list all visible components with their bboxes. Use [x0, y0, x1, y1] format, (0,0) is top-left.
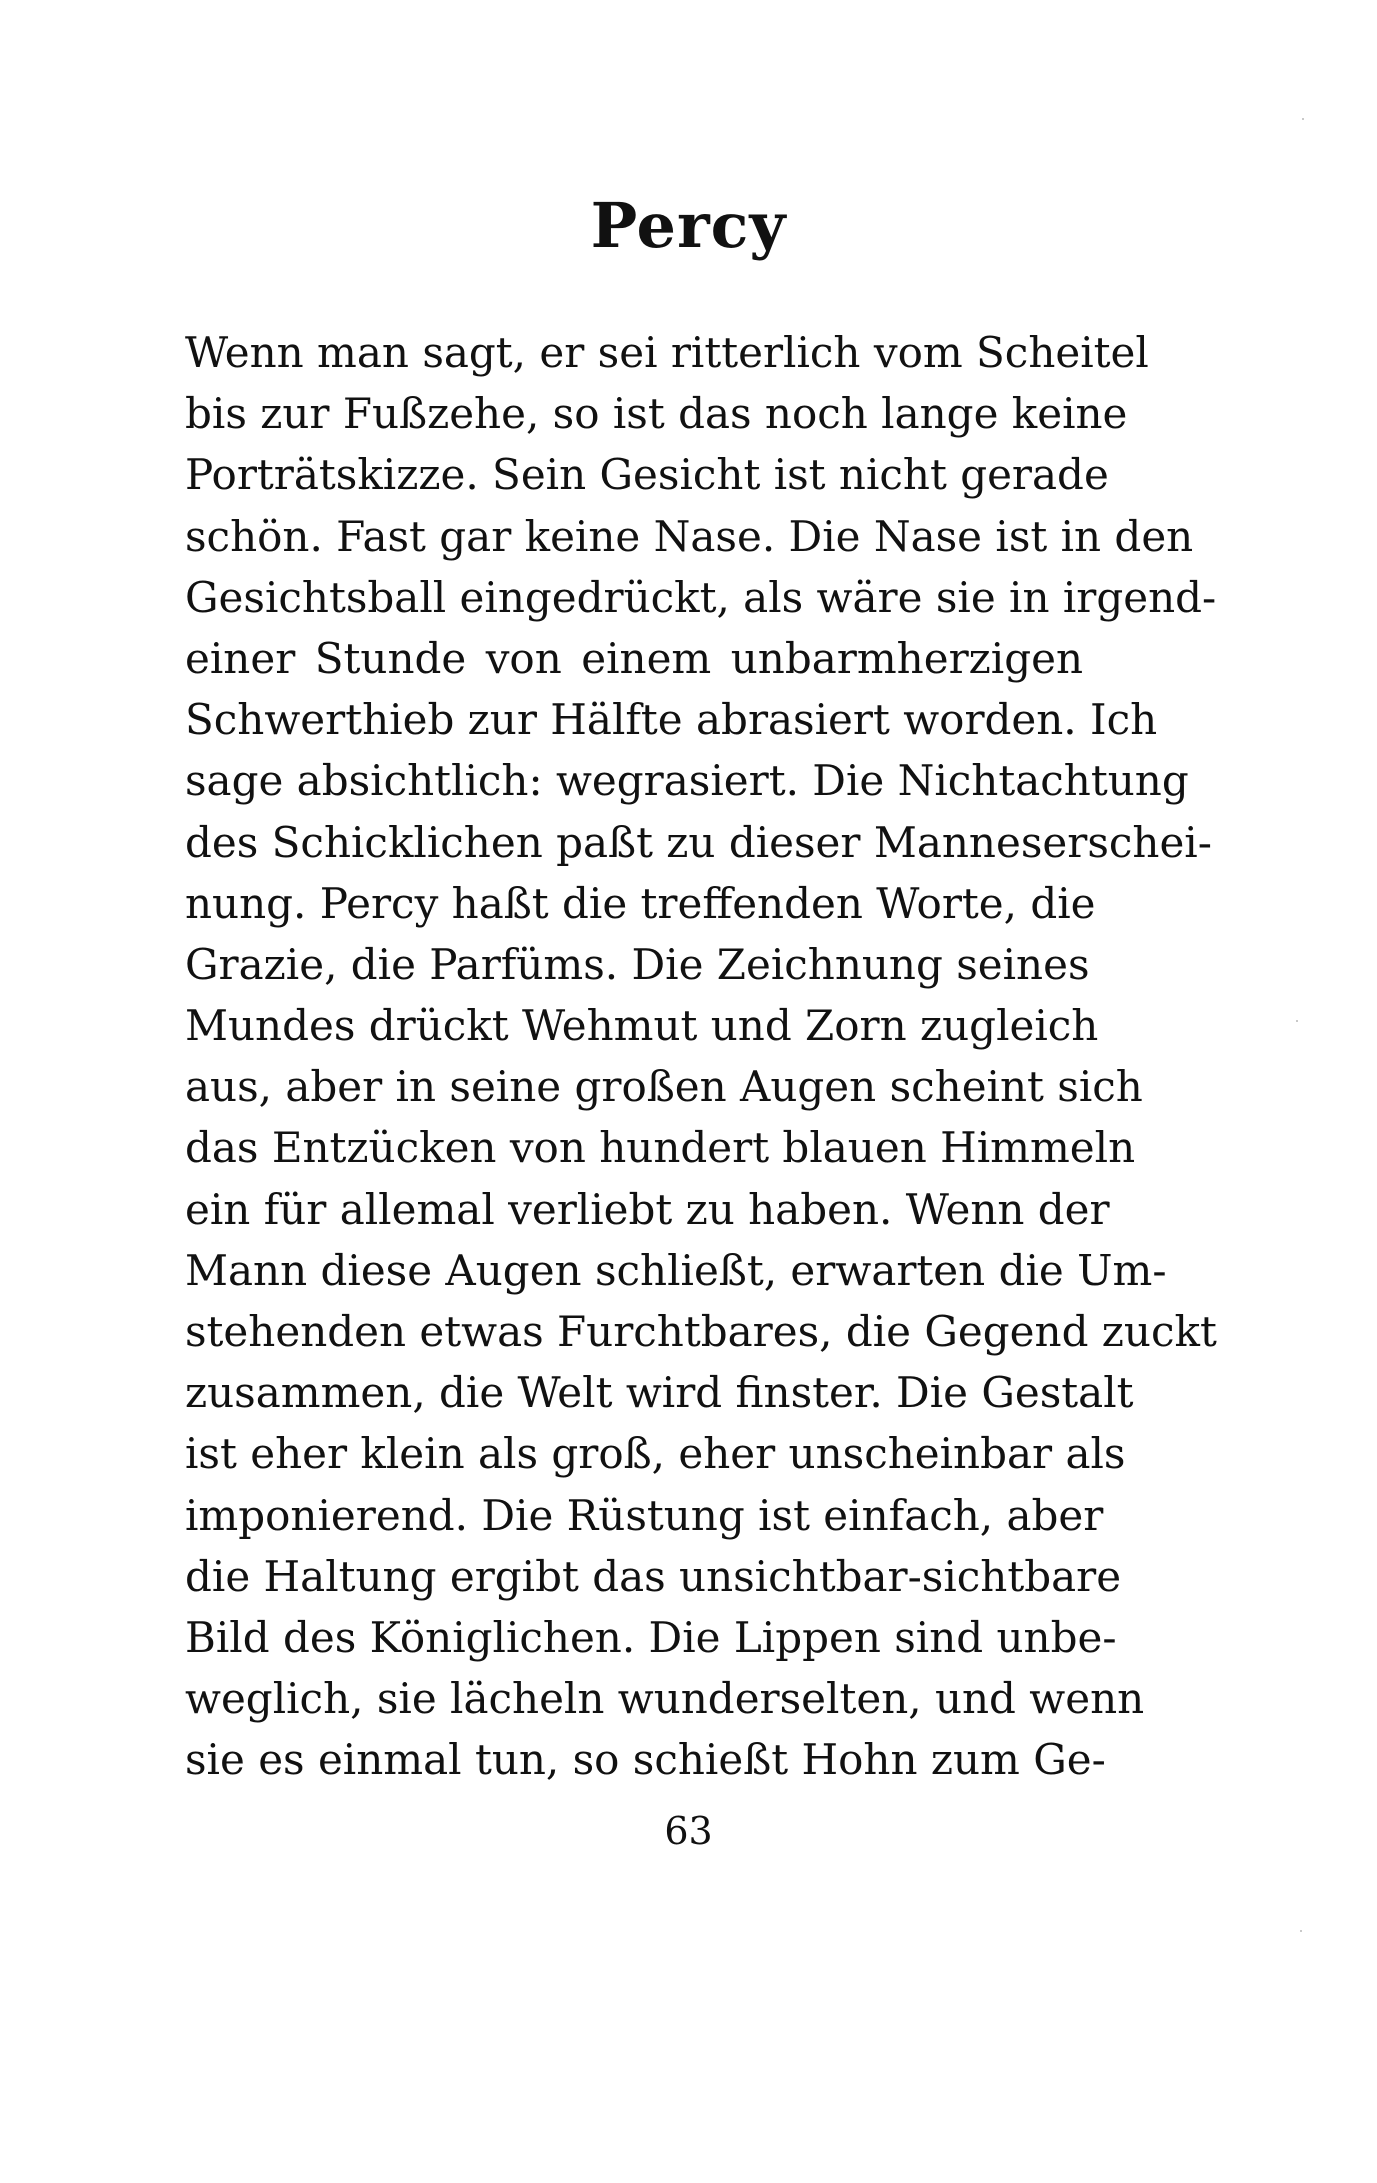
text-line: zusammen, die Welt wird finster. Die Gestalt — [185, 1368, 1134, 1418]
text-line: des Schicklichen paßt zu dieser Manneserschei- — [185, 817, 1212, 867]
text-line: ist eher klein als groß, eher unscheinbar als — [185, 1429, 1126, 1479]
text-line: ein für allemal verliebt zu haben. Wenn der — [185, 1184, 1110, 1234]
text-line: die Haltung ergibt das unsichtbar-sichtbare — [185, 1551, 1122, 1601]
paper-speck — [1300, 1930, 1302, 1932]
text-line: Porträtskizze. Sein Gesicht ist nicht gerade — [185, 450, 1109, 500]
text-line: imponierend. Die Rüstung ist einfach, aber — [185, 1490, 1104, 1540]
paper-speck — [1296, 1020, 1298, 1022]
text-line: Mann diese Augen schließt, erwarten die Um- — [185, 1245, 1167, 1295]
text-line: Wenn man sagt, er sei ritterlich vom Scheitel — [185, 328, 1149, 377]
text-line: einer Stunde von einem unbarmherzigen — [185, 633, 1083, 683]
page-number: 63 — [664, 1809, 713, 1853]
text-line: sage absichtlich: wegrasiert. Die Nichtachtung — [185, 756, 1189, 806]
text-line: nung. Percy haßt die treffenden Worte, die — [185, 878, 1096, 928]
chapter-title: Percy — [590, 189, 787, 262]
text-line: Gesichtsball eingedrückt, als wäre sie in irgend- — [185, 572, 1217, 622]
text-line: sie es einmal tun, so schießt Hohn zum Ge- — [185, 1735, 1106, 1785]
text-line: weglich, sie lächeln wunderselten, und wenn — [185, 1674, 1145, 1724]
text-line: Bild des Königlichen. Die Lippen sind unbe- — [185, 1612, 1117, 1662]
body-text — [185, 322, 1217, 1791]
text-line: Grazie, die Parfüms. Die Zeichnung seines — [185, 939, 1090, 989]
text-line: Mundes drückt Wehmut und Zorn zugleich — [185, 1001, 1099, 1051]
text-line: Schwerthieb zur Hälfte abrasiert worden. Ich — [185, 695, 1158, 745]
text-line: schön. Fast gar keine Nase. Die Nase ist in den — [185, 511, 1194, 561]
text-line: stehenden etwas Furchtbares, die Gegend zuckt — [185, 1307, 1217, 1356]
text-line: das Entzücken von hundert blauen Himmeln — [185, 1123, 1136, 1173]
text-line: aus, aber in seine großen Augen scheint sich — [185, 1062, 1143, 1112]
text-line: bis zur Fußzehe, so ist das noch lange keine — [185, 389, 1128, 439]
paper-speck — [1302, 118, 1304, 120]
